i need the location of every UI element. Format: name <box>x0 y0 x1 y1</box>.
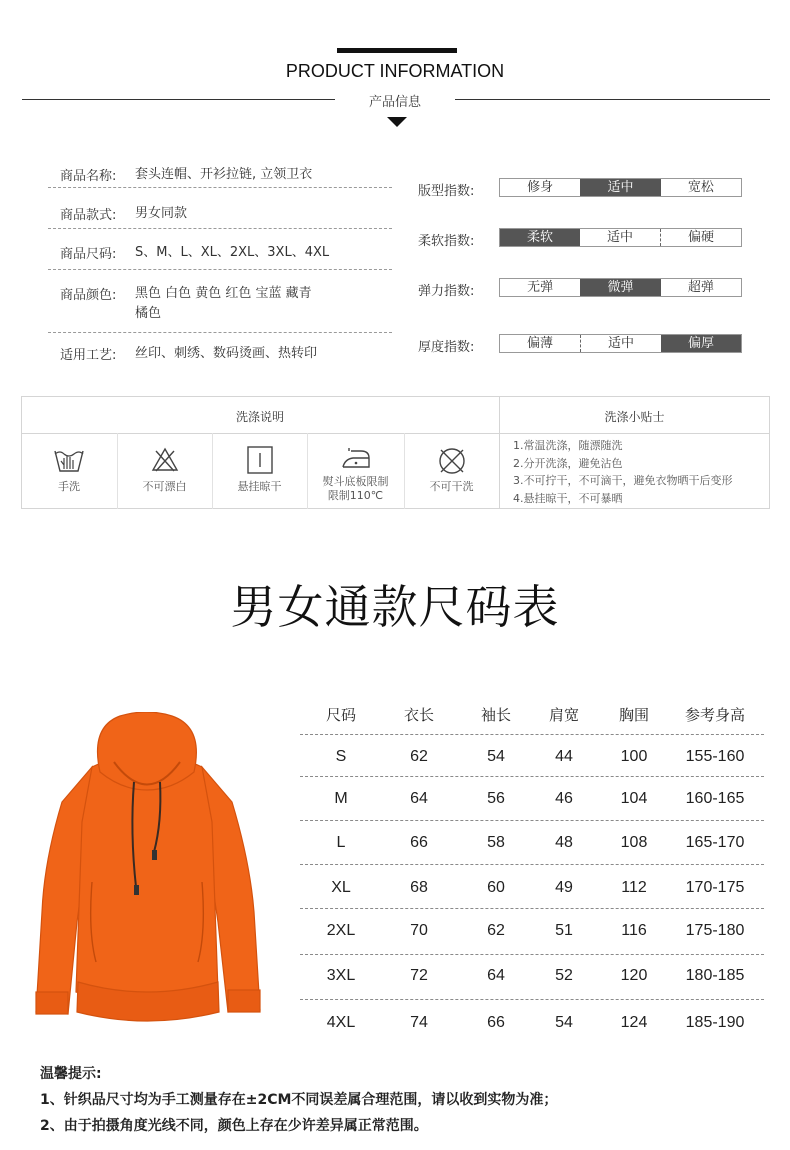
info-label: 适用工艺: <box>60 348 117 363</box>
size-cell: 3XL <box>326 967 356 984</box>
washing-instructions-header: 洗涤说明 <box>235 410 284 424</box>
size-cell: 64 <box>487 967 505 984</box>
size-cell: 74 <box>410 1014 428 1031</box>
info-separator <box>48 187 392 188</box>
tip-item: 4.悬挂晾干，不可暴晒 <box>513 491 623 505</box>
size-cell: 116 <box>621 922 647 939</box>
index-option: 无弹 <box>527 280 554 295</box>
wash-caption: 熨斗底板限制 <box>322 475 389 488</box>
index-label-elasticity: 弹力指数: <box>418 284 475 299</box>
index-label-thickness: 厚度指数: <box>418 340 475 355</box>
size-row-separator <box>300 864 764 865</box>
size-cell: 175-180 <box>685 922 745 939</box>
size-cell: 62 <box>487 922 505 939</box>
hoodie-product-image <box>22 712 272 1032</box>
index-label-fit: 版型指数: <box>418 184 475 199</box>
size-cell: 58 <box>487 834 505 851</box>
info-separator <box>48 269 392 270</box>
wash-caption: 不可漂白 <box>142 480 187 493</box>
index-option-selected: 偏厚 <box>661 335 741 352</box>
header-top-bar <box>337 48 457 53</box>
info-value: 丝印、刺绣、数码烫画、热转印 <box>135 346 318 361</box>
size-cell: 104 <box>620 790 648 807</box>
size-cell: S <box>335 748 347 765</box>
size-cell: 66 <box>487 1014 505 1031</box>
size-row-separator <box>300 999 764 1000</box>
wash-item-no-dry-clean <box>404 433 499 509</box>
no-bleach-icon <box>150 445 180 479</box>
size-chart-title: 男女通款尺码表 <box>230 580 560 634</box>
size-cell: 68 <box>410 879 428 896</box>
note-line: 1、针织品尺寸均为手工测量存在±2CM不同误差属合理范围，请以收到实物为准； <box>40 1092 558 1108</box>
size-cell: 120 <box>620 967 648 984</box>
size-cell: 54 <box>555 1014 573 1031</box>
wash-caption-cont: 限制110℃ <box>327 489 384 502</box>
info-value: 黑色 白色 黄色 红色 宝蓝 藏青 <box>135 286 312 301</box>
index-option: 适中 <box>580 229 661 246</box>
size-row-separator <box>300 734 764 735</box>
hang-dry-icon <box>245 445 275 479</box>
size-cell: 4XL <box>326 1014 356 1031</box>
page-subtitle: 产品信息 <box>368 95 421 110</box>
size-cell: 2XL <box>326 922 356 939</box>
tip-item: 2.分开洗涤，避免沾色 <box>513 456 623 470</box>
size-header: 胸围 <box>618 706 649 724</box>
size-header: 参考身高 <box>684 706 745 724</box>
size-header: 尺码 <box>325 706 356 724</box>
info-separator <box>48 228 392 229</box>
size-cell: 48 <box>555 834 573 851</box>
size-cell: 46 <box>555 790 573 807</box>
size-cell: 180-185 <box>685 967 745 984</box>
index-option: 宽松 <box>687 180 714 195</box>
info-value: S、M、L、XL、2XL、3XL、4XL <box>135 245 330 260</box>
index-option: 超弹 <box>687 280 714 295</box>
size-cell: 124 <box>620 1014 648 1031</box>
index-option-selected: 适中 <box>580 179 660 196</box>
index-fit <box>499 178 742 197</box>
size-cell: 72 <box>410 967 428 984</box>
wash-caption: 手洗 <box>58 480 80 493</box>
wash-caption: 不可干洗 <box>429 480 474 493</box>
size-header: 衣长 <box>403 706 434 724</box>
down-arrow-icon <box>387 117 407 127</box>
size-row-separator <box>300 908 764 909</box>
index-elasticity <box>499 278 742 297</box>
size-cell: 170-175 <box>685 879 745 896</box>
size-cell: 52 <box>555 967 573 984</box>
size-cell: 165-170 <box>685 834 745 851</box>
size-cell: 66 <box>410 834 428 851</box>
washing-tips <box>513 437 733 507</box>
notes-title: 温馨提示: <box>40 1066 102 1082</box>
size-cell: XL <box>331 879 351 896</box>
size-cell: 185-190 <box>685 1014 745 1031</box>
info-value: 男女同款 <box>135 206 188 221</box>
info-label: 商品款式: <box>60 208 117 223</box>
wash-caption: 悬挂晾干 <box>237 480 282 493</box>
size-cell: M <box>334 790 348 807</box>
info-label: 商品颜色: <box>60 288 117 303</box>
tip-item: 3.不可拧干，不可滴干，避免衣物晒干后变形 <box>513 474 733 487</box>
info-label: 商品名称: <box>60 169 117 184</box>
info-value: 套头连帽、开衫拉链, 立领卫衣 <box>135 167 313 182</box>
size-cell: 70 <box>410 922 428 939</box>
index-option: 修身 <box>527 180 554 195</box>
size-row-separator <box>300 954 764 955</box>
size-cell: L <box>336 834 346 851</box>
index-option: 偏薄 <box>500 335 581 352</box>
info-label: 商品尺码: <box>60 247 117 262</box>
index-thickness <box>499 334 742 353</box>
wash-item-iron <box>307 433 404 509</box>
size-cell: 64 <box>410 790 428 807</box>
no-dry-clean-icon <box>436 445 468 481</box>
wash-item-no-bleach <box>117 433 212 509</box>
washing-tips-header: 洗涤小贴士 <box>604 410 665 424</box>
size-cell: 100 <box>620 748 648 765</box>
size-cell: 160-165 <box>685 790 745 807</box>
iron-icon <box>339 445 373 475</box>
wash-item-hang-dry <box>212 433 307 509</box>
index-option-selected: 微弹 <box>580 279 660 296</box>
size-cell: 60 <box>487 879 505 896</box>
size-cell: 112 <box>621 879 647 896</box>
index-softness <box>499 228 742 247</box>
size-cell: 51 <box>555 922 573 939</box>
index-option: 偏硬 <box>687 230 714 245</box>
wash-item-hand-wash <box>21 433 117 509</box>
hand-wash-icon <box>52 445 86 479</box>
page-title: PRODUCT INFORMATION <box>285 61 505 81</box>
index-label-softness: 柔软指数: <box>418 234 475 249</box>
size-cell: 54 <box>487 748 505 765</box>
size-header: 袖长 <box>480 706 511 724</box>
index-option: 适中 <box>607 336 634 351</box>
info-separator <box>48 332 392 333</box>
index-option-selected: 柔软 <box>500 229 580 246</box>
size-cell: 56 <box>487 790 505 807</box>
tip-item: 1.常温洗涤，随漂随洗 <box>513 439 623 452</box>
info-value-cont: 橘色 <box>135 306 162 321</box>
size-row-separator <box>300 776 764 777</box>
size-cell: 108 <box>620 834 648 851</box>
size-cell: 155-160 <box>685 748 745 765</box>
size-cell: 49 <box>555 879 573 896</box>
size-cell: 44 <box>555 748 573 765</box>
size-row-separator <box>300 820 764 821</box>
size-cell: 62 <box>410 748 428 765</box>
size-header: 肩宽 <box>548 706 579 724</box>
note-line: 2、由于拍摄角度光线不同，颜色上存在少许差异属正常范围。 <box>40 1118 428 1134</box>
